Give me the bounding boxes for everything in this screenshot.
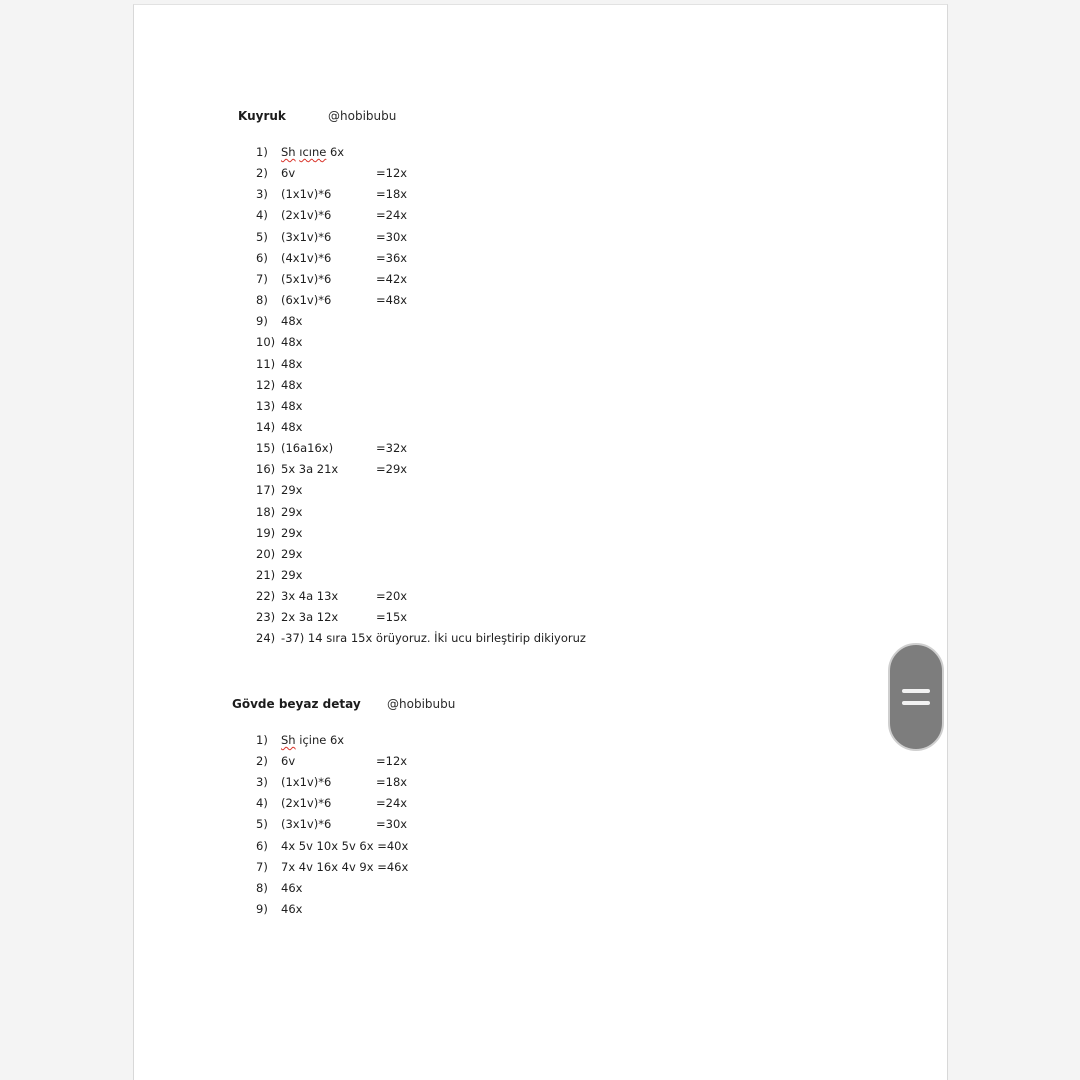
row-instruction: 48x: [281, 356, 303, 371]
row-number: 20): [256, 546, 276, 561]
row-number: 1): [256, 145, 268, 159]
row-number: 6): [256, 838, 268, 853]
row-instruction: (2x1v)*6: [281, 208, 332, 223]
row-number: 23): [256, 610, 276, 625]
row-instruction: 5x 3a 21x: [281, 462, 339, 477]
row-number: 1): [256, 733, 268, 747]
row-number: 2): [256, 166, 268, 181]
row-number: 19): [256, 525, 276, 540]
row-number: 15): [256, 441, 276, 456]
row-number: 8): [256, 293, 268, 308]
row-number: 8): [256, 880, 268, 895]
row-number: 4): [256, 796, 268, 811]
row-instruction: 29x: [281, 504, 303, 519]
grip-line-icon: [902, 689, 930, 693]
row-instruction: 48x: [281, 419, 303, 434]
row-number: 17): [256, 483, 276, 498]
spellcheck-word: ıcıne: [299, 145, 327, 159]
row-instruction: 46x: [281, 901, 303, 916]
row-number: 21): [256, 568, 276, 582]
row-result: =24x: [376, 208, 408, 223]
row-instruction: 46x: [281, 880, 303, 895]
row-instruction: [281, 145, 344, 159]
row-instruction: [281, 733, 344, 747]
row-result: =29x: [376, 462, 408, 477]
row-result: =30x: [376, 817, 408, 832]
row-instruction: 48x: [281, 377, 303, 392]
row-number: 13): [256, 398, 276, 413]
row-result: =36x: [376, 250, 408, 265]
row-instruction: (2x1v)*6: [281, 796, 332, 811]
row-result: =30x: [376, 229, 408, 244]
row-result: =42x: [376, 271, 408, 286]
row-result: =32x: [376, 441, 408, 456]
row-instruction: (1x1v)*6: [281, 775, 332, 790]
row-instruction: (4x1v)*6: [281, 250, 332, 265]
section-title: Gövde beyaz detay: [232, 697, 361, 711]
row-instruction: 4x 5v 10x 5v 6x =40x: [281, 838, 409, 853]
row-instruction: 29x: [281, 483, 303, 498]
document-page: [133, 4, 948, 1080]
row-result: =15x: [376, 610, 408, 625]
spellcheck-word: içine: [299, 733, 327, 747]
row-instruction: 29x: [281, 568, 303, 582]
row-result: =24x: [376, 796, 408, 811]
section-handle: @hobibubu: [387, 697, 456, 711]
row-instruction: (5x1v)*6: [281, 271, 332, 286]
row-result: =20x: [376, 589, 408, 604]
row-number: 5): [256, 229, 268, 244]
row-instruction: 7x 4v 16x 4v 9x =46x: [281, 859, 409, 874]
scroll-handle[interactable]: [888, 643, 944, 751]
spellcheck-word: Sh: [281, 733, 296, 747]
row-number: 11): [256, 356, 276, 371]
row-number: 5): [256, 817, 268, 832]
row-number: 22): [256, 589, 276, 604]
row-instruction: 29x: [281, 525, 303, 540]
row-instruction: 6v: [281, 166, 296, 181]
row-instruction: (3x1v)*6: [281, 229, 332, 244]
row-instruction: 2x 3a 12x: [281, 610, 339, 625]
row-number: 9): [256, 314, 268, 329]
section-title: Kuyruk: [238, 109, 286, 123]
stitch-count: 6x: [329, 145, 345, 159]
row-number: 6): [256, 250, 268, 265]
row-number: 10): [256, 335, 276, 350]
row-number: 16): [256, 462, 276, 477]
row-number: 3): [256, 187, 268, 202]
grip-line-icon: [902, 701, 930, 705]
spellcheck-word: Sh: [281, 145, 296, 159]
row-number: 2): [256, 754, 268, 769]
row-result: =12x: [376, 166, 408, 181]
row-number: 12): [256, 377, 276, 392]
row-number: 24): [256, 631, 276, 646]
row-number: 3): [256, 775, 268, 790]
row-number: 7): [256, 271, 268, 286]
row-number: 9): [256, 901, 268, 916]
row-instruction: 48x: [281, 314, 303, 329]
row-number: 18): [256, 504, 276, 519]
row-number: 7): [256, 859, 268, 874]
row-number: 14): [256, 419, 276, 434]
row-instruction: (3x1v)*6: [281, 817, 332, 832]
row-result: =48x: [376, 293, 408, 308]
row-instruction: (16a16x): [281, 441, 334, 456]
row-instruction: 29x: [281, 546, 303, 561]
row-number: 4): [256, 208, 268, 223]
row-result: =18x: [376, 187, 408, 202]
row-instruction: 48x: [281, 335, 303, 350]
section-handle: @hobibubu: [328, 109, 397, 123]
row-instruction: 6v: [281, 754, 296, 769]
row-instruction: 48x: [281, 398, 303, 413]
row-instruction: 3x 4a 13x: [281, 589, 339, 604]
row-result: =12x: [376, 754, 408, 769]
row-instruction: (6x1v)*6: [281, 293, 332, 308]
row-result: =18x: [376, 775, 408, 790]
row-instruction: (1x1v)*6: [281, 187, 332, 202]
row-instruction: -37) 14 sıra 15x örüyoruz. İki ucu birleştirip dikiyoruz: [281, 631, 586, 646]
stitch-count: 6x: [329, 733, 345, 747]
